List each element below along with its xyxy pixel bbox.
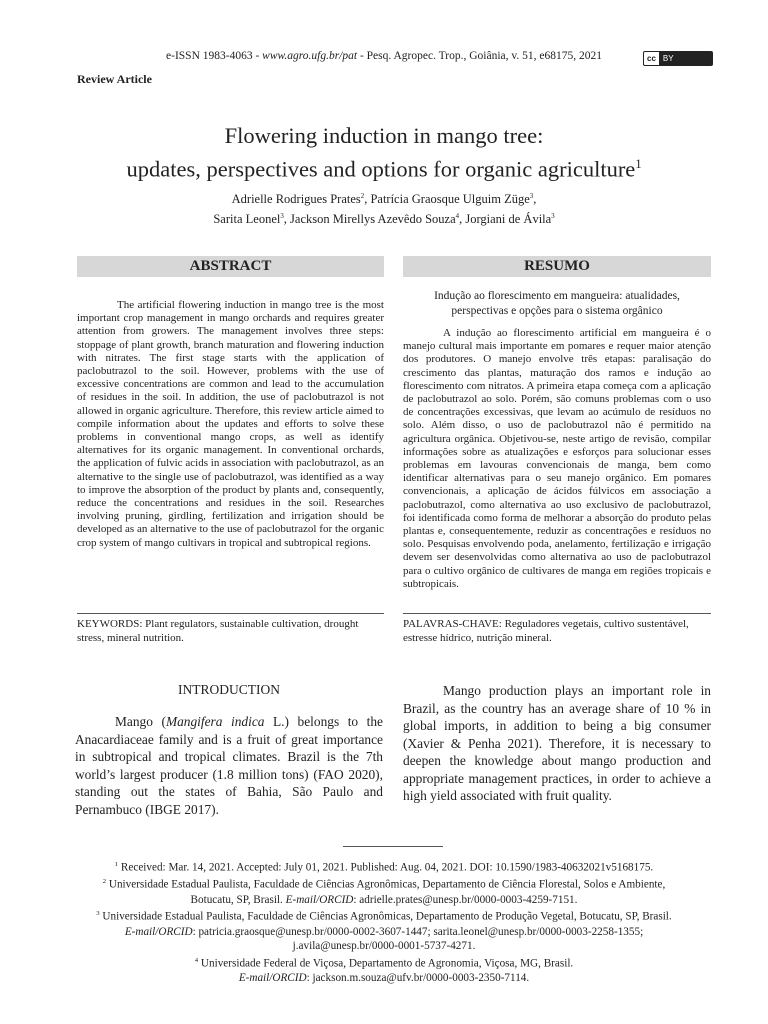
footnotes	[0, 858, 768, 986]
introduction-paragraph-1	[75, 713, 383, 818]
footnote-divider	[343, 846, 443, 847]
footnote-contact[interactable]: : adrielle.prates@unesp.br/0000-0003-4259-7151.	[353, 893, 578, 906]
keywords-label: KEYWORDS:	[77, 618, 143, 630]
abstract-keywords	[77, 618, 384, 645]
footnote-mark: 4	[194, 956, 199, 964]
author-affiliation-mark: 4	[455, 213, 460, 221]
footnote-2	[0, 875, 768, 892]
introduction-heading: INTRODUCTION	[178, 682, 280, 697]
author-name: Jackson Mirellys Azevêdo Souza	[290, 212, 456, 227]
footnote-text: Botucatu, SP, Brasil.	[190, 893, 286, 906]
footnote-text: Universidade Estadual Paulista, Faculdade de Ciências Agronômicas, Departamento de Produção Vegetal, Botucatu, SP, Brasil.	[102, 910, 672, 923]
cc-icon: cc	[644, 54, 659, 63]
journal-line-post: - Pesq. Agropec. Trop., Goiânia, v. 51, e68175, 2021	[357, 50, 602, 62]
title-footnote-mark: 1	[635, 157, 642, 171]
palavras-chave-label: PALAVRAS-CHAVE:	[403, 618, 502, 630]
footnote-text: Universidade Federal de Viçosa, Departamento de Agronomia, Viçosa, MG, Brasil.	[200, 957, 574, 970]
author-affiliation-mark: 2	[360, 193, 365, 200]
abstract-text: The artificial flowering induction in mango tree is the most important crop management in mango orchards and requires greater attention from growers. The management involves three steps: stoppage of plant growth, branch maturation and flowering induction with nitrates. The first stage starts with the application of paclobutrazol to the soil. However, problems with the use of excessive concentrations are common and lead to the accumulation of residues in the soil. In addition, the use of paclobutrazol is not allowed in organic agriculture. Therefore, this review article aimed to compile information about the updates and efforts to solve these problems in conventional mango crops, as well as identify alternatives for its organic management. In conventional orchards, the application of fulvic acids in association with paclobutrazol, as an alternative to the single use of paclobutrazol, was identified as a way to improve the absorption of the product by plants and, consequently, reduce the concentrations and residues in the soil. Researches involving pruning, girdling, fertilization and irrigation should be developed as an alternative to the use of paclobutrazol for the organic crop system of mango cultivars in tropical and subtropical regions.	[77, 299, 384, 549]
species-name: Mangifera indica	[165, 714, 265, 729]
resumo-text: A indução ao florescimento artificial em mangueira é o manejo cultural mais importante em pomares e requer maior atenção dos produtores. O manejo envolve três etapas: paralisação do crescimento das plantas, maturação dos ramos e indução ao florescimento com nitratos. A primeira etapa começa com a aplicação de paclobutrazol ao solo. Porém, são comuns problemas com o uso de concentrações excessivas, que levam ao acúmulo de resíduos no solo. Além disso, o uso de paclobutrazol não é permitido na agricultura orgânica. Objetivou-se, neste artigo de revisão, compilar informações sobre as atualizações e esforços para solucionar esses problemas em lavouras convencionais de manga, bem como identificar alternativas para o seu manejo orgânico. Em pomares convencionais, a aplicação de ácidos fúlvicos em associação a paclobutrazol, como alternativa ao uso exclusivo de paclobutrazol, foi identificada como forma de melhorar a absorção do produto pelas plantas e, consequentemente, reduzir as concentrações e resíduos no solo. Pesquisas envolvendo poda, anelamento, fertilização e irrigação devem ser desenvolvidas como alternativa ao uso de paclobutrazol para o cultivo orgânico de cultivares de manga em regiões tropicais e subtropicais.	[403, 327, 711, 590]
footnote-text: Universidade Estadual Paulista, Faculdade de Ciências Agronômicas, Departamento de Ciência Florestal, Solos e Ambiente,	[108, 879, 666, 892]
footnote-mark: 1	[114, 861, 119, 868]
cc-by-license-badge[interactable]	[643, 51, 713, 66]
abstract-body	[77, 299, 384, 550]
resumo-subtitle-line-1: Indução ao florescimento em mangueira: atualidades,	[434, 290, 680, 302]
abstract-divider	[77, 613, 384, 614]
introduction-paragraph-2	[403, 682, 711, 805]
author-name: Adrielle Rodrigues Prates	[231, 192, 361, 207]
intro-p1-post: L.) belongs to the Anacardiaceae family and is a fruit of great importance in subtropical and tropical climates. Brazil is the 7th world’s largest producer (1.8 million tons) (FAO 2020), standing out the states of Bahia, São Paulo and Pernambuco (IBGE 2017).	[75, 714, 383, 817]
author-affiliation-mark: 3	[529, 193, 534, 200]
intro-p2-text: Mango production plays an important role in Brazil, as the country has an average share of 10 % in global imports, in addition to being a big consumer (Xavier & Penha 2021). Therefore, it is necessary to deepen the knowledge about mango production and appropriate management practices, in order to achieve a high yield associated with fruit quality.	[403, 683, 711, 803]
author-name: Jorgiani de Ávila	[465, 212, 552, 227]
footnote-4	[0, 954, 768, 971]
resumo-divider	[403, 613, 711, 614]
author-name: Sarita Leonel	[213, 212, 281, 227]
footnote-contact[interactable]: : patricia.graosque@unesp.br/0000-0002-3607-1447; sarita.leonel@unesp.br/0000-0003-2258-1355;	[192, 925, 644, 938]
resumo-body	[403, 327, 711, 591]
author-affiliation-mark: 3	[551, 213, 555, 221]
intro-p1-pre: Mango (	[115, 714, 166, 729]
footnote-contact[interactable]: j.avila@unesp.br/0000-0001-5737-4271.	[292, 940, 476, 953]
resumo-subtitle	[403, 289, 711, 319]
footnote-contact[interactable]: : jackson.m.souza@ufv.br/0000-0003-2350-7114.	[306, 972, 530, 985]
article-title	[0, 122, 768, 184]
keywords-text: Plant regulators, sustainable cultivation, drought stress, mineral nutrition.	[77, 618, 359, 644]
footnote-mark: 2	[102, 878, 107, 886]
footnote-3	[0, 907, 768, 924]
email-orcid-label: E-mail/ORCID	[238, 972, 307, 985]
palavras-chave-text: Reguladores vegetais, cultivo sustentável, estresse hídrico, nutrição mineral.	[403, 618, 689, 644]
email-orcid-label: E-mail/ORCID	[124, 925, 193, 938]
footnote-text: Received: Mar. 14, 2021. Accepted: July 01, 2021. Published: Aug. 04, 2021. DOI: 10.1590/1983-40632021v5168175.	[120, 861, 654, 874]
resumo-heading: RESUMO	[403, 256, 711, 277]
title-line-1: Flowering induction in mango tree:	[224, 123, 544, 148]
email-orcid-label: E-mail/ORCID	[285, 893, 354, 906]
journal-url[interactable]: www.agro.ufg.br/pat	[262, 50, 358, 62]
resumo-subtitle-line-2: perspectivas e opções para o sistema orgânico	[451, 305, 663, 317]
journal-line-pre: e-ISSN 1983-4063 -	[166, 50, 263, 62]
resumo-keywords	[403, 618, 711, 645]
author-affiliation-mark: 3	[280, 213, 284, 221]
article-type: Review Article	[77, 72, 152, 86]
footnote-mark: 3	[96, 910, 100, 918]
abstract-heading: ABSTRACT	[77, 256, 384, 277]
author-name: Patrícia Graosque Ulguim Züge	[370, 192, 530, 207]
author-list: Adrielle Rodrigues Prates$^2$, Patrícia Graosque Ulguim Züge$^3$, Sarita Leonel$^3$, Jackson Mirellys Azevêdo Souza$^4$, Jorgiani de Ávila$^3$	[213, 192, 555, 227]
by-icon: BY	[659, 52, 712, 65]
footnote-1	[0, 858, 768, 875]
title-line-2: updates, perspectives and options for organic agriculture	[126, 156, 636, 182]
